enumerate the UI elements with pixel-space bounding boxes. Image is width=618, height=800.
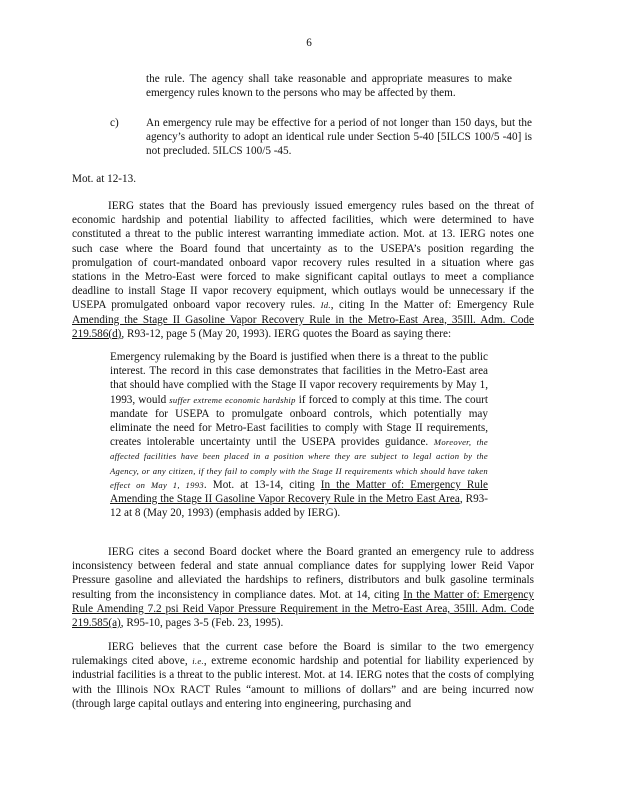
block-quote — [110, 350, 488, 520]
paragraph-1-text: IERG states that the Board has previously issued emergency rules based on the threat of economic hardship and potential liability to affected facilities, which were determined to have constituted a threat to the public interest warranting immediate action. Mot. at 13. IERG notes one such case where the Board found that uncertainty as to the USEPA’s position regarding the promulgation of court-mandated onboard vapor recovery rules resulted in a situation where gas stations in the Metro-East were forced to make significant capital outlays to meet a compliance deadline to install Stage II vapor recovery equipment, which outlays would be unnecessary if the USEPA promulgated onboard vapor recovery rules. — [72, 200, 534, 312]
ie-abbrev: i.e. — [192, 656, 204, 667]
paragraph-1 — [72, 199, 534, 341]
quote-text-2: if forced to comply at this time. The court mandate for USEPA to promulgate onboard controls, which potentially may eliminate the need for Metro-East facilities to comply with Stage II requirements, creates intolerable uncertainty until the USEPA provides guidance. — [110, 393, 489, 449]
quote-text-4: , R93-12 at 8 (May 20, 1993) (emphasis added by IERG). — [110, 493, 489, 520]
quote-text-1: Emergency rulemaking by the Board is justified when there is a threat to the public interest. The record in this case demonstrates that facilities in the Metro-East area that should have complied with the Stage II vapor recovery requirements by May 1, 1993, would — [110, 351, 488, 406]
case-citation-3: In the Matter of: Emergency Rule Amending 7.2 psi Reid Vapor Pressure Requirement in the Metro-East Area, 35Ill. Adm. Code 219.585(a) — [72, 588, 534, 630]
page-number: 6 — [306, 37, 312, 49]
quote-text-3: . Mot. at 13-14, citing — [203, 478, 315, 491]
paragraph-2-text: IERG cites a second Board docket where the Board granted an emergency rule to address inconsistency between federal and state annual compliance dates for supplying lower Reid Vapor Pressure gasoline and alleviated the hardships to refiners, distributors and bulk gasoline terminals resulting from the inconsistency in compliance dates. Mot. at 14, citing — [72, 546, 534, 601]
quote-emphasis-1: suffer extreme economic hardship — [169, 394, 296, 405]
case-citation-2: In the Matter of: Emergency Rule Amending the Stage II Gasoline Vapor Recovery Rule in the Metro East Area — [110, 478, 489, 506]
paragraph-1-mid: , citing In the Matter of: Emergency Rule — [330, 299, 534, 312]
paragraph-3-tail: , extreme economic hardship and potential for liability experienced by industrial facilities is a threat to the public interest. Mot. at 14. IERG notes that the costs of complying with the Illinois NOx RACT Rules “amount to millions of dollars” and are being incurred now (through large capital outlays and entering into engineering, purchasing and — [72, 655, 534, 710]
item-c-label: c) — [110, 117, 119, 129]
id-citation: Id. — [320, 300, 331, 311]
paragraph-2-body — [72, 545, 534, 630]
paragraph-3 — [72, 640, 534, 711]
top-continuation — [146, 72, 512, 100]
item-c-text — [146, 116, 532, 159]
block-quote-body — [110, 350, 488, 520]
quote-emphasis-2: Moreover, the affected facilities have been placed in a position where they are subject to legal action by the Agency, or any citizen, if they fail to comply with the Stage II requirements which should have taken effect on May 1, 1993 — [110, 437, 488, 490]
paragraph-2-tail: , R95-10, pages 3-5 (Feb. 23, 1995). — [120, 617, 284, 630]
paragraph-2 — [72, 545, 534, 630]
case-citation-1: Amending the Stage II Gasoline Vapor Recovery Rule in the Metro-East Area, 35Ill. Adm. Code 219.586(d) — [72, 313, 534, 340]
paragraph-3-body — [72, 640, 534, 711]
paragraph-3-text: IERG believes that the current case before the Board is similar to the two emergency rulemakings cited above, — [72, 641, 534, 668]
paragraph-1-body — [72, 199, 534, 341]
mot-cite: Mot. at 12-13. — [72, 173, 137, 185]
item-c-body: An emergency rule may be effective for a period of not longer than 150 days, but the agency’s authority to adopt an identical rule under Section 5-40 [5ILCS 100/5 -40] is not precluded. 5ILCS 100/5 -45. — [146, 117, 532, 158]
continuation-line-1: the rule. The agency shall take reasonable and appropriate measures to make — [146, 73, 512, 85]
continuation-line-2: emergency rules known to the persons who may be affected by them. — [146, 87, 456, 100]
paragraph-1-tail: , R93-12, page 5 (May 20, 1993). IERG quotes the Board as saying there: — [121, 327, 452, 340]
